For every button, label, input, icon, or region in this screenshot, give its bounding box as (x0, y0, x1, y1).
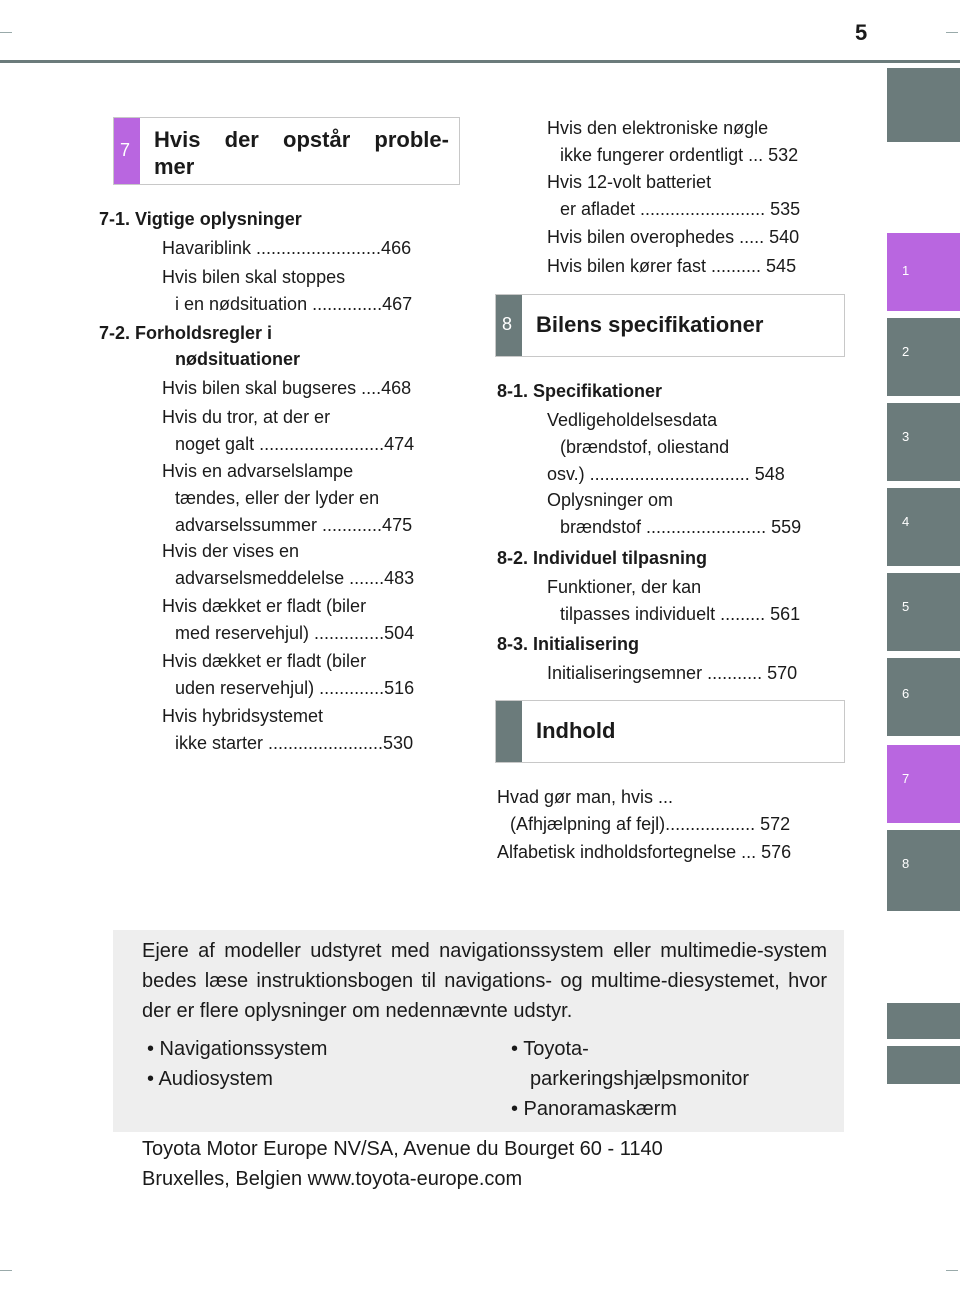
tab-6[interactable]: 6 (887, 658, 960, 736)
crop-mark (0, 32, 12, 33)
section-7-header[interactable] (113, 117, 460, 185)
section-7-number: 7 (114, 118, 140, 184)
chapter-7-1[interactable]: 7-1. Vigtige oplysninger (99, 209, 302, 229)
toc-entry[interactable]: Havariblink .........................466 (162, 238, 412, 258)
toc-entry[interactable]: Funktioner, der kan tilpasses individuelt ......... 561 (547, 577, 801, 624)
toc-entry[interactable]: Hvis en advarselslampe tændes, eller der lyder en advarselssummer ............475 (162, 461, 413, 535)
section-7-title: Hvis der opstår proble- mer (154, 127, 449, 179)
bullet-list-right: • Toyota- parkeringshjælpsmonitor • Panoramaskærm (511, 1038, 749, 1120)
toc-entry[interactable]: Hvad gør man, hvis ... (Afhjælpning af fejl).................. 572 (497, 787, 791, 834)
tab-3[interactable]: 3 (887, 403, 960, 481)
toc-entry[interactable]: Oplysninger om brændstof ........................ 559 (547, 490, 802, 537)
toc-entry[interactable]: Hvis den elektroniske nøgle ikke fungerer ordentligt ... 532 (547, 118, 799, 165)
toc-entry[interactable]: Hvis bilen kører fast .......... 545 (547, 256, 797, 276)
chapter-8-2[interactable]: 8-2. Individuel tilpasning (497, 548, 708, 568)
header-rule (0, 60, 960, 63)
toc-entry[interactable]: Hvis dækket er fladt (biler med reservehjul) ..............504 (162, 596, 415, 643)
tab-blank-bottom-2[interactable] (887, 1046, 960, 1084)
section-8-title: Bilens specifikationer (536, 312, 764, 337)
toc-entry[interactable]: Hvis bilen skal stoppes i en nødsituation ..............467 (162, 267, 413, 314)
bullet-list-left: • Navigationssystem • Audiosystem (147, 1038, 328, 1090)
toc-entry[interactable]: Hvis dækket er fladt (biler uden reservehjul) .............516 (162, 651, 415, 698)
toc-entry[interactable]: Hvis bilen skal bugseres ....468 (162, 378, 412, 398)
tab-8[interactable]: 8 (887, 830, 960, 911)
index-header[interactable] (495, 700, 845, 763)
publisher-address: Toyota Motor Europe NV/SA, Avenue du Bourget 60 - 1140 Bruxelles, Belgien www.toyota-europe.com (142, 1138, 663, 1190)
chapter-8-3[interactable]: 8-3. Initialisering (497, 634, 640, 654)
toc-entry[interactable]: Hvis du tror, at der er noget galt .........................474 (162, 407, 415, 454)
toc-entry[interactable]: Hvis 12-volt batteriet er afladet ......................... 535 (547, 172, 801, 219)
toc-entry[interactable]: Vedligeholdelsesdata (brændstof, oliestand osv.) ................................ 548 (547, 410, 785, 484)
index-title: Indhold (536, 718, 616, 743)
crop-mark (946, 1270, 958, 1271)
tab-5[interactable]: 5 (887, 573, 960, 651)
tab-blank-top[interactable] (887, 68, 960, 142)
chapter-8-1[interactable]: 8-1. Specifikationer (497, 381, 663, 401)
toc-entry[interactable]: Hvis bilen overophedes ..... 540 (547, 227, 800, 247)
chapter-7-2[interactable]: 7-2. Forholdsregler i nødsituationer (99, 323, 300, 369)
tab-blank-bottom-1[interactable] (887, 1003, 960, 1039)
tab-7[interactable]: 7 (887, 745, 960, 823)
section-8-number: 8 (496, 295, 522, 356)
page-number: 5 (855, 20, 868, 45)
section-8-header[interactable] (495, 294, 845, 357)
toc-entry[interactable]: Hvis hybridsystemet ikke starter .......................530 (162, 706, 414, 753)
tab-2[interactable]: 2 (887, 318, 960, 396)
toc-entry[interactable]: Initialiseringsemner ........... 570 (547, 663, 798, 683)
index-marker (496, 701, 522, 762)
tab-1[interactable]: 1 (887, 233, 960, 311)
toc-entry[interactable]: Hvis der vises en advarselsmeddelelse .......483 (162, 541, 415, 588)
crop-mark (0, 1270, 12, 1271)
toc-entry[interactable]: Alfabetisk indholdsfortegnelse ... 576 (497, 842, 792, 862)
notice-box (113, 930, 844, 1132)
tab-4[interactable]: 4 (887, 488, 960, 566)
notice-text: Ejere af modeller udstyret med navigationssystem eller multimedie-system bedes læse instruktionsbogen til navigations- og multime-diesystemet, hvor der er flere oplysninger om nedennævnte udstyr. (142, 940, 827, 1022)
crop-mark (946, 32, 958, 33)
